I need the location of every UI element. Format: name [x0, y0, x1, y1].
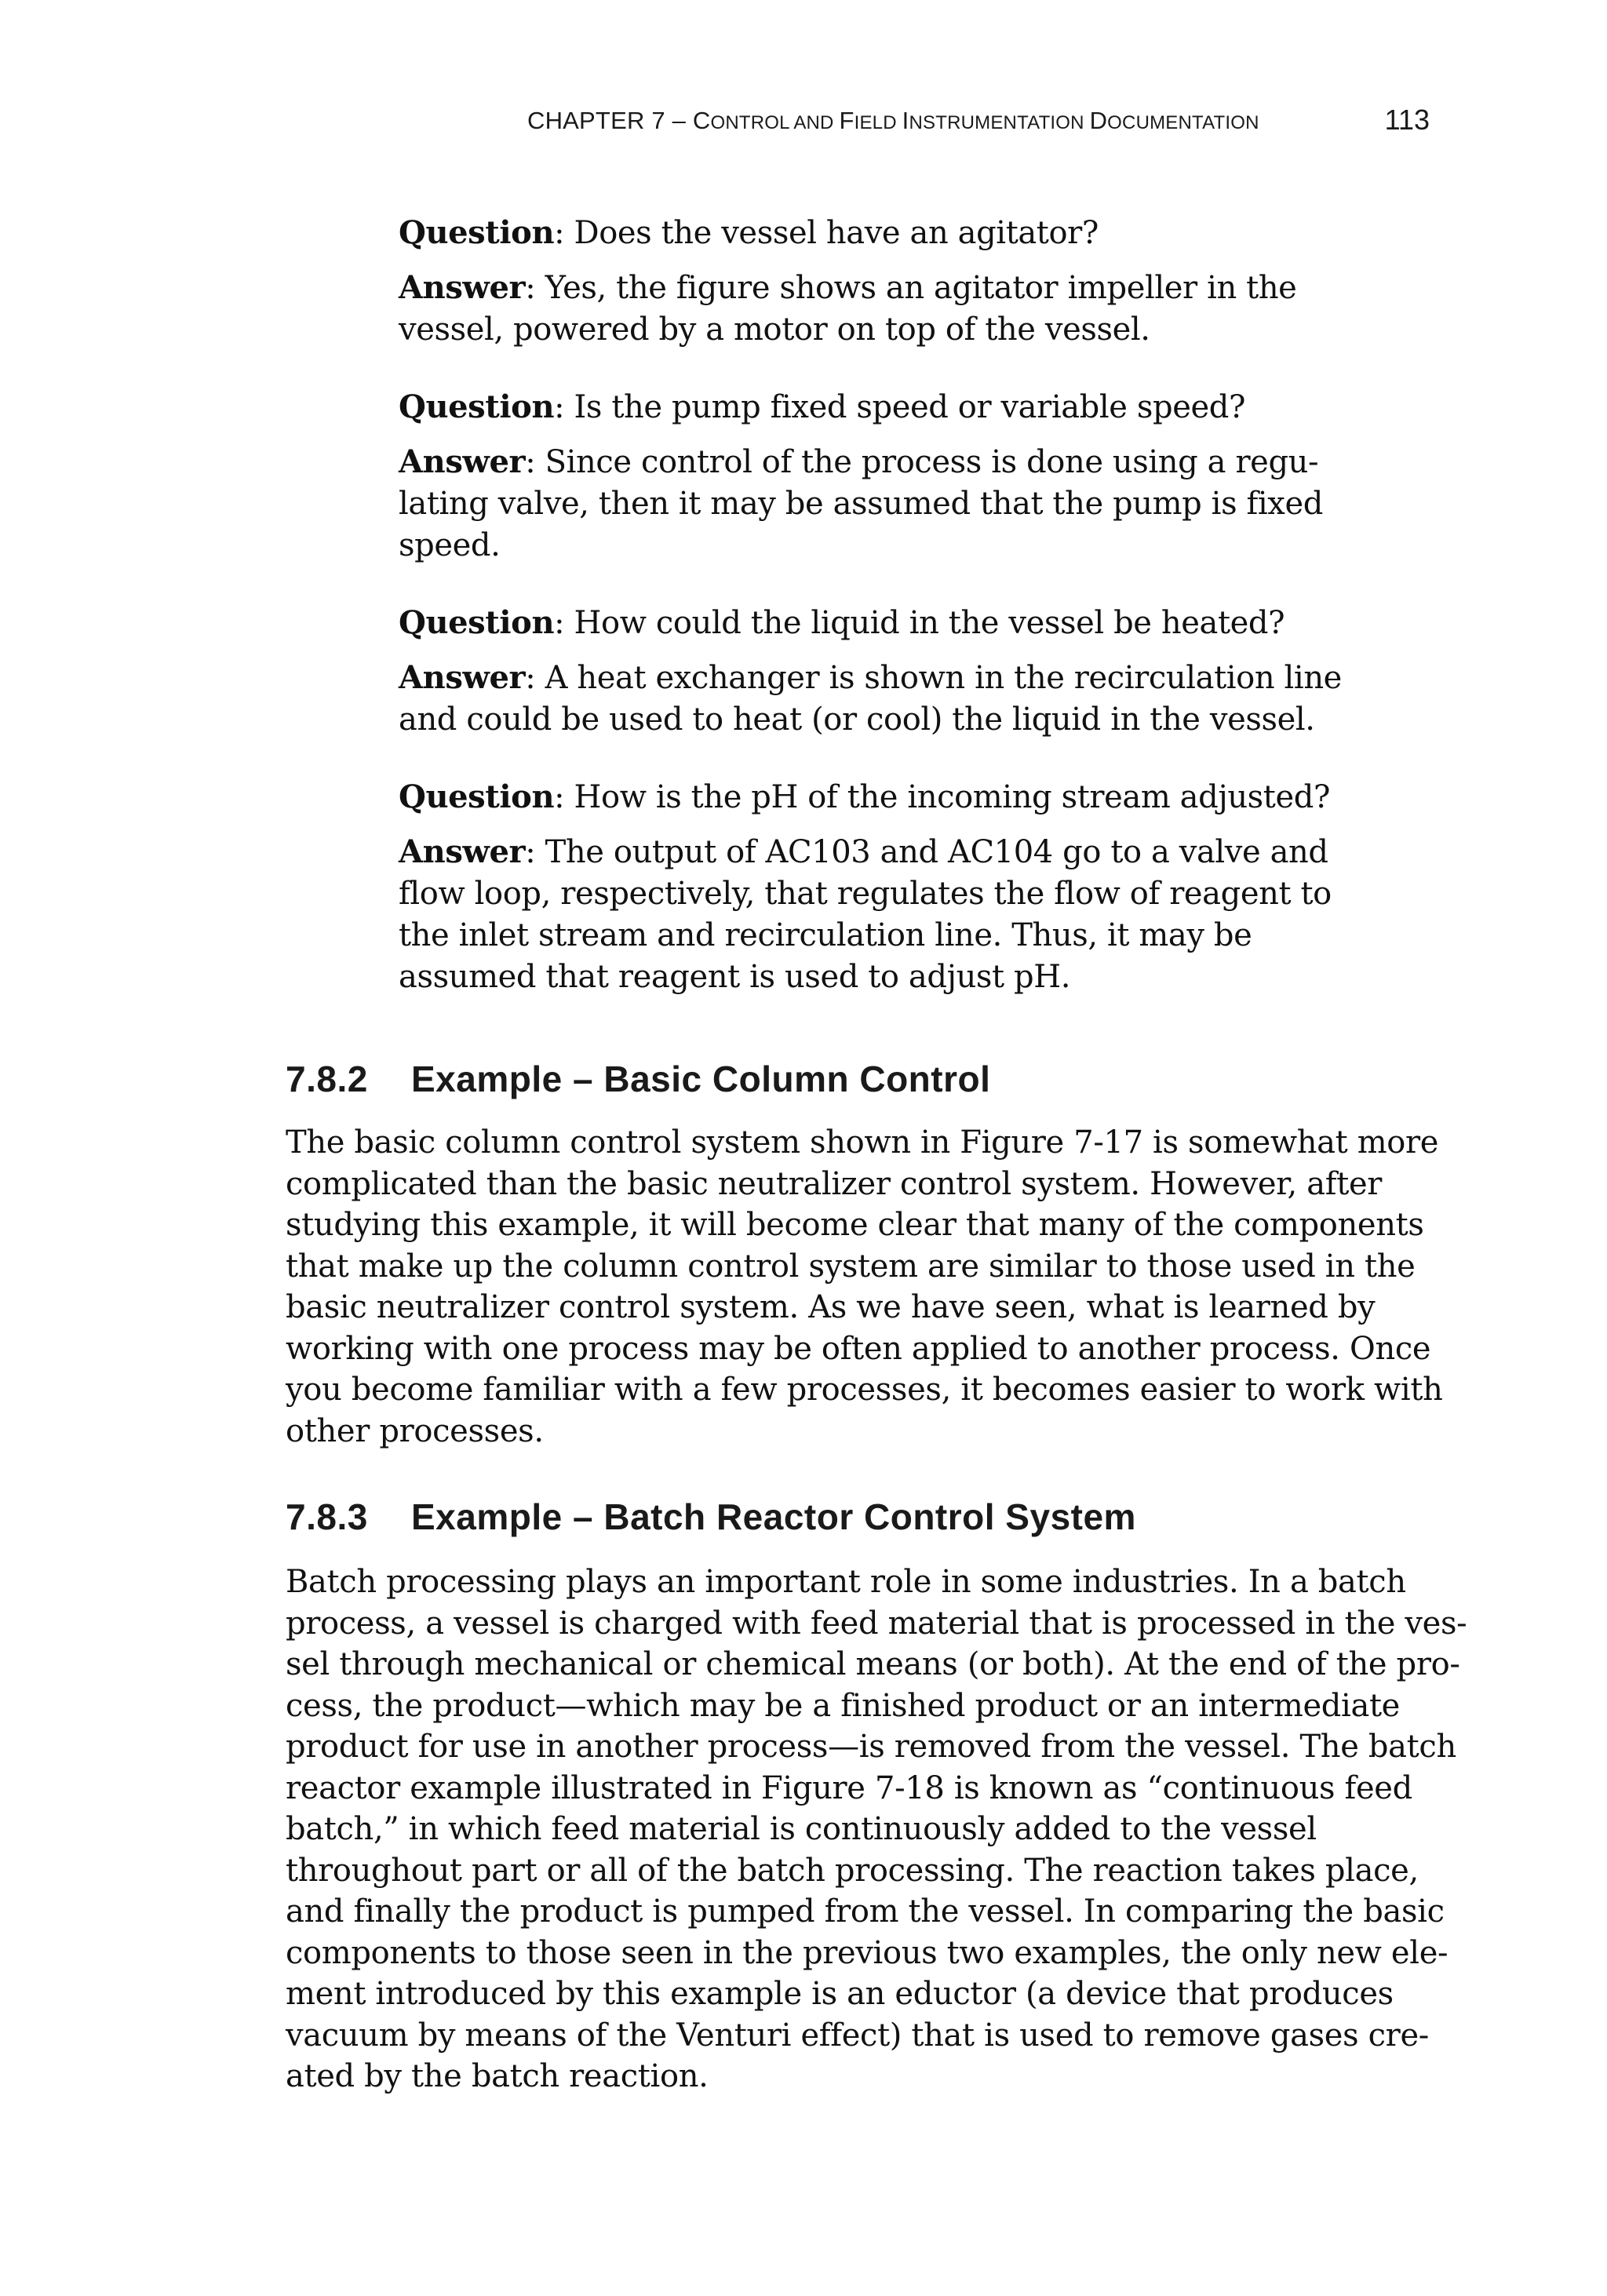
answer-line: : The output of AC103 and AC104 go to a valve and	[525, 834, 1328, 870]
paragraph-line: and finally the product is pumped from the vessel. In comparing the basic	[286, 1893, 1445, 1930]
title-rest: ONTROL AND	[710, 112, 840, 133]
paragraph-line: ment introduced by this example is an eductor (a device that produces	[286, 1976, 1394, 2012]
question	[399, 776, 1340, 818]
section-heading	[286, 1058, 990, 1100]
paragraph-line: ated by the batch reaction.	[286, 2058, 709, 2094]
question	[399, 386, 1340, 428]
paragraph-line: that make up the column control system are similar to those used in the	[286, 1248, 1416, 1285]
chapter-prefix: CHAPTER 7 –	[527, 107, 693, 134]
paragraph-line: process, a vessel is charged with feed material that is processed in the ves-	[286, 1605, 1467, 1642]
paragraph-line: studying this example, it will become clear that many of the components	[286, 1207, 1424, 1243]
answer-label: Answer	[399, 659, 526, 696]
answer-line: and could be used to heat (or cool) the liquid in the vessel.	[399, 702, 1315, 738]
section-title: Example – Basic Column Control	[411, 1059, 991, 1099]
qa-item	[399, 386, 1340, 567]
body-paragraph	[286, 1562, 1467, 2097]
paragraph-line: The basic column control system shown in Figure 7-17 is somewhat more	[286, 1124, 1439, 1161]
question	[399, 212, 1340, 254]
answer-label: Answer	[399, 269, 526, 306]
paragraph-line: components to those seen in the previous two examples, the only new ele-	[286, 1934, 1448, 1971]
answer	[399, 267, 1340, 351]
qa-list	[399, 212, 1340, 1033]
paragraph-line: you become familiar with a few processes, it becomes easier to work with	[286, 1372, 1443, 1408]
answer-line: : Yes, the figure shows an agitator impeller in the	[525, 270, 1297, 306]
paragraph-line: product for use in another process—is removed from the vessel. The batch	[286, 1729, 1456, 1765]
answer-line: : Since control of the process is done using a regu-	[525, 444, 1319, 480]
answer-line: the inlet stream and recirculation line. Thus, it may be	[399, 917, 1252, 953]
question-label: Question	[399, 604, 555, 641]
question-text: : Does the vessel have an agitator?	[554, 215, 1099, 251]
answer-label: Answer	[399, 833, 526, 870]
section-number: 7.8.3	[286, 1496, 368, 1537]
paragraph-line: other processes.	[286, 1412, 544, 1449]
question-text: : How is the pH of the incoming stream adjusted?	[554, 779, 1331, 815]
title-cap: F	[839, 107, 855, 134]
title-rest: NSTRUMENTATION	[909, 112, 1090, 133]
title-rest: OCUMENTATION	[1107, 112, 1259, 133]
answer-line: : A heat exchanger is shown in the recirculation line	[525, 660, 1342, 696]
qa-item	[399, 602, 1340, 741]
question	[399, 602, 1340, 644]
paragraph-line: basic neutralizer control system. As we have seen, what is learned by	[286, 1289, 1376, 1325]
answer-line: flow loop, respectively, that regulates the flow of reagent to	[399, 876, 1332, 912]
title-cap: C	[692, 107, 711, 134]
running-header	[527, 104, 1430, 154]
answer-label: Answer	[399, 443, 526, 480]
paragraph-line: Batch processing plays an important role in some industries. In a batch	[286, 1564, 1406, 1600]
question-text: : Is the pump fixed speed or variable speed?	[554, 389, 1245, 425]
section-heading	[286, 1496, 1136, 1538]
body-paragraph	[286, 1122, 1447, 1452]
question-label: Question	[399, 778, 555, 815]
question-text: : How could the liquid in the vessel be heated?	[554, 605, 1285, 641]
question-label: Question	[399, 214, 555, 251]
answer	[399, 441, 1340, 567]
paragraph-line: batch,” in which feed material is continuously added to the vessel	[286, 1811, 1317, 1847]
qa-item	[399, 212, 1340, 351]
answer	[399, 831, 1340, 998]
paragraph-line: complicated than the basic neutralizer control system. However, after	[286, 1165, 1383, 1202]
paragraph-line: working with one process may be often applied to another process. Once	[286, 1330, 1431, 1367]
section-number: 7.8.2	[286, 1059, 368, 1099]
answer	[399, 657, 1340, 741]
answer-line: speed.	[399, 527, 501, 563]
qa-item	[399, 776, 1340, 998]
answer-line: lating valve, then it may be assumed that the pump is fixed	[399, 486, 1323, 522]
answer-line: assumed that reagent is used to adjust pH.	[399, 959, 1071, 995]
paragraph-line: cess, the product—which may be a finished product or an intermediate	[286, 1687, 1401, 1724]
answer-line: vessel, powered by a motor on top of the vessel.	[399, 312, 1150, 348]
paragraph-line: sel through mechanical or chemical means (or both). At the end of the pro-	[286, 1646, 1460, 1682]
question-label: Question	[399, 388, 555, 425]
paragraph-line: reactor example illustrated in Figure 7-18 is known as “continuous feed	[286, 1769, 1412, 1806]
paragraph-line: throughout part or all of the batch processing. The reaction takes place,	[286, 1852, 1419, 1889]
title-cap: D	[1089, 107, 1108, 134]
title-cap: I	[902, 107, 909, 134]
page-number: 113	[1384, 104, 1430, 136]
chapter-title	[527, 107, 1259, 135]
title-rest: IELD	[854, 112, 902, 133]
paragraph-line: vacuum by means of the Venturi effect) that is used to remove gases cre-	[286, 2017, 1429, 2054]
section-title: Example – Batch Reactor Control System	[411, 1496, 1136, 1537]
